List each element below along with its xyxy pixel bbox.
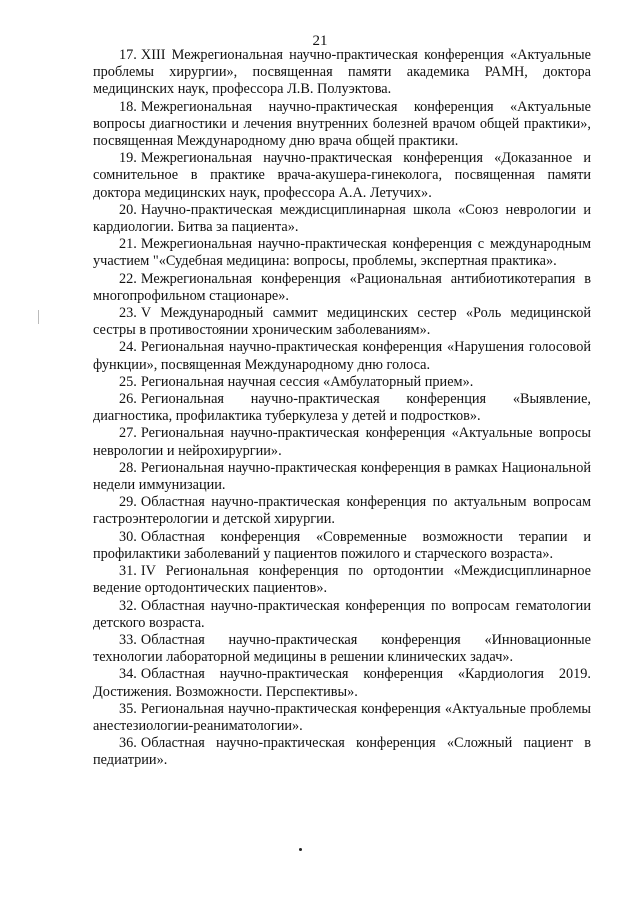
- item-text: Областная научно-практическая конференция «Инновационные технологии лабораторной медицины в решении клинических задач».: [93, 631, 591, 666]
- list-item: [93, 374, 591, 391]
- item-number: 24.: [119, 339, 137, 356]
- list-item: [93, 460, 591, 494]
- item-text: Региональная научно-практическая конференция «Нарушения голосовой функции», посвященная Международному дню голоса.: [93, 339, 591, 373]
- conference-list: [93, 47, 591, 770]
- list-item: [93, 425, 591, 459]
- item-text: Межрегиональная научно-практическая конференция с международным участием "«Судебная медицина: вопросы, проблемы, экспертная практика».: [93, 236, 591, 270]
- item-text: IV Региональная конференция по ортодонтии «Междисциплинарное ведение ортодонтических пациентов».: [93, 563, 591, 597]
- item-number: 20.: [119, 201, 137, 218]
- item-number: 33.: [119, 631, 137, 648]
- list-item: [93, 150, 591, 202]
- item-number: 25.: [119, 373, 137, 390]
- list-item: [93, 563, 591, 597]
- item-text: V Международный саммит медицинских сестер «Роль медицинской сестры в противостоянии хроническим заболеваниям».: [93, 305, 591, 339]
- item-text: XIII Межрегиональная научно-практическая конференция «Актуальные проблемы хирургии», посвященная памяти академика РАМН, доктора медицинских наук, профессора Л.В. Полуэктова.: [93, 47, 591, 98]
- item-number: 18.: [119, 98, 137, 115]
- item-number: 28.: [119, 459, 137, 476]
- item-number: 23.: [119, 305, 137, 322]
- item-text: Межрегиональная научно-практическая конференция «Доказанное и сомнительное в практике врача-акушера-гинеколога, посвященная памяти доктора медицинских наук, профессора А.А. Летучих».: [93, 150, 591, 201]
- list-item: [93, 202, 591, 236]
- item-text: Региональная научно-практическая конференция «Актуальные проблемы анестезиологии-реаниматологии».: [93, 700, 591, 734]
- list-item: [93, 339, 591, 373]
- item-number: 32.: [119, 597, 137, 614]
- item-number: 36.: [119, 735, 137, 752]
- item-text: Областная научно-практическая конференция «Сложный пациент в педиатрии».: [93, 735, 591, 769]
- item-number: 31.: [119, 563, 137, 580]
- item-text: Областная конференция «Современные возможности терапии и профилактики заболеваний у пациентов пожилого и старческого возраста».: [93, 528, 591, 562]
- item-number: 30.: [119, 528, 137, 545]
- item-text: Научно-практическая междисциплинарная школа «Союз неврологии и кардиологии. Битва за пациента».: [93, 201, 591, 236]
- page-number: 21: [312, 33, 328, 49]
- item-text: Межрегиональная конференция «Рациональная антибиотикотерапия в многопрофильном стационаре».: [93, 270, 591, 304]
- item-number: 27.: [119, 425, 137, 442]
- item-number: 35.: [119, 700, 137, 717]
- item-text: Региональная научно-практическая конференция «Выявление, диагностика, профилактика туберкулеза у детей и подростков».: [93, 391, 591, 425]
- scan-speck: [299, 848, 302, 851]
- item-text: Областная научно-практическая конференция по актуальным вопросам гастроэнтерологии и детской хирургии.: [93, 494, 591, 528]
- item-number: 26.: [119, 391, 137, 408]
- item-text: Региональная научно-практическая конференция «Актуальные вопросы неврологии и нейрохирургии».: [93, 425, 591, 459]
- list-item: [93, 391, 591, 425]
- scan-edge-mark: [38, 310, 39, 324]
- list-item: [93, 305, 591, 339]
- item-text: Региональная научная сессия «Амбулаторный прием».: [140, 373, 474, 390]
- list-item: [93, 236, 591, 270]
- item-text: Областная научно-практическая конференция по вопросам гематологии детского возраста.: [93, 597, 591, 631]
- list-item: [93, 494, 591, 528]
- item-text: Межрегиональная научно-практическая конференция «Актуальные вопросы диагностики и лечения внутренних болезней врачом общей практики», посвященная Международному дню врача общей практики.: [93, 98, 591, 150]
- item-number: 17.: [119, 47, 137, 63]
- item-number: 34.: [119, 666, 137, 683]
- list-item: [93, 47, 591, 99]
- item-text: Региональная научно-практическая конференция в рамках Национальной недели иммунизации.: [93, 459, 591, 494]
- list-item: [93, 632, 591, 666]
- list-item: [93, 735, 591, 769]
- item-number: 21.: [119, 236, 137, 253]
- list-item: [93, 598, 591, 632]
- item-text: Областная научно-практическая конференция «Кардиология 2019. Достижения. Возможности. Перспективы».: [93, 666, 591, 700]
- list-item: [93, 701, 591, 735]
- item-number: 22.: [119, 270, 137, 287]
- item-number: 19.: [119, 150, 137, 167]
- list-item: [93, 99, 591, 151]
- list-item: [93, 666, 591, 700]
- item-number: 29.: [119, 494, 137, 511]
- list-item: [93, 529, 591, 563]
- list-item: [93, 271, 591, 305]
